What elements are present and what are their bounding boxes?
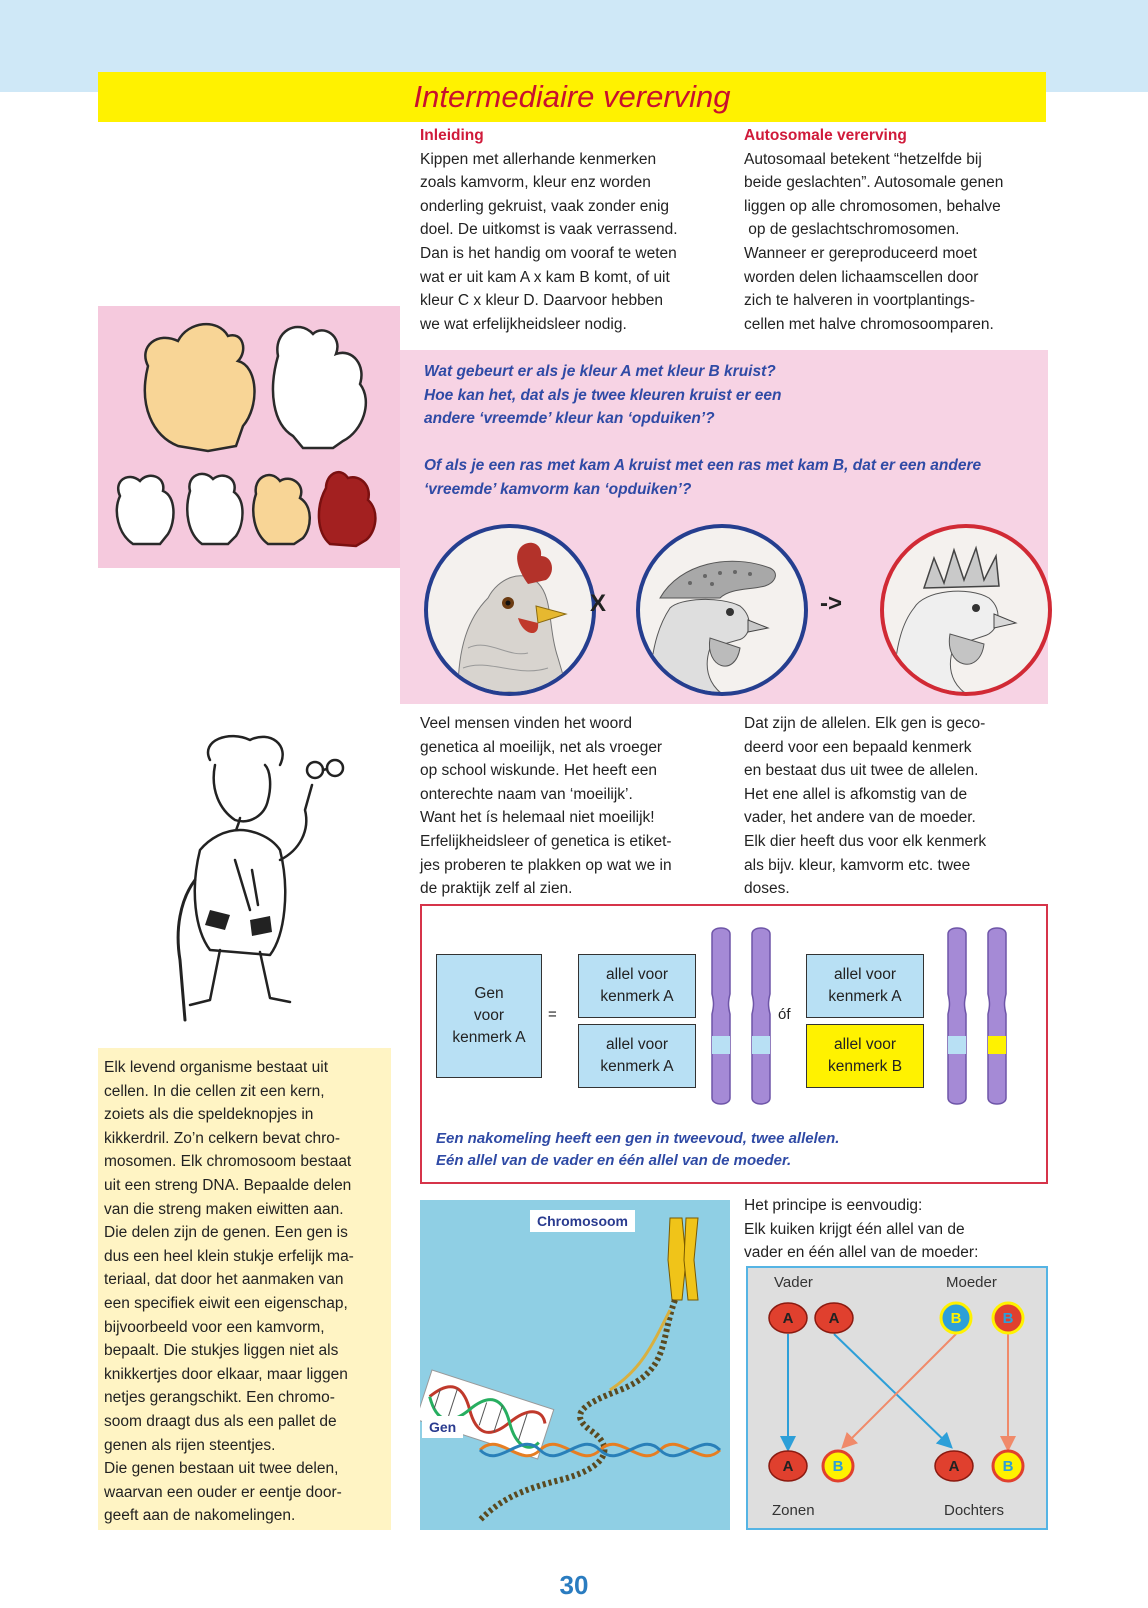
intro-line: we wat erfelijkheidsleer nodig. xyxy=(420,315,627,333)
cross-symbol: X xyxy=(590,590,607,617)
allele-a-daughter: A xyxy=(948,1458,960,1475)
intro-line: zoals kamvorm, kleur enz worden xyxy=(420,174,651,192)
allele-b-son: B xyxy=(832,1458,844,1475)
genetics-line: genetica al moeilijk, net als vroeger xyxy=(420,738,663,756)
autosomal-heading: Autosomale vererving xyxy=(744,127,907,144)
caption-line: Eén allel van de vader en één allel van de moeder. xyxy=(436,1152,792,1169)
intro-column xyxy=(420,124,730,336)
autosomal-line: cellen met halve chromosoomparen. xyxy=(744,315,994,333)
genetics-line: onterechte naam van ‘moeilijk’. xyxy=(420,785,633,803)
intro-line: Dan is het handig om vooraf te weten xyxy=(420,244,677,262)
alleles-line: Dat zijn de allelen. Elk gen is geco- xyxy=(744,715,986,732)
allele-b-daughter: B xyxy=(1002,1458,1014,1475)
intro-line: Kippen met allerhande kenmerken xyxy=(420,150,657,168)
mother-label: Moeder xyxy=(946,1274,997,1291)
caption-line: Een nakomeling heeft een gen in tweevoud, twee allelen. xyxy=(436,1130,840,1147)
autosomal-line: worden delen lichaamscellen door xyxy=(744,268,979,286)
allele-a-father-2: A xyxy=(828,1310,840,1327)
gene-box-line: voor xyxy=(473,1007,505,1024)
arrow-symbol: -> xyxy=(820,590,843,617)
question-line: ‘vreemde’ kamvorm kan ‘opduiken’? xyxy=(424,480,692,498)
chicken-silhouette xyxy=(319,472,375,546)
inheritance-diagram xyxy=(746,1266,1048,1530)
chicken-silhouette xyxy=(187,474,242,544)
genetics-line: Veel mensen vinden het woord xyxy=(420,715,632,732)
cell-line: Die genen bestaan uit twee delen, xyxy=(104,1460,339,1478)
allele-b-mother-1: B xyxy=(950,1310,962,1327)
cell-explanation-text xyxy=(104,1056,389,1528)
allele-box-line: kenmerk A xyxy=(600,988,674,1005)
hen-head-portrait xyxy=(424,524,596,696)
allele-a-box-top xyxy=(578,954,696,1018)
cell-line: bijvoorbeeld voor een kamvorm, xyxy=(104,1318,325,1336)
chicken-silhouette xyxy=(253,475,309,544)
chicken-silhouette xyxy=(117,476,174,544)
hen-head-illustration xyxy=(428,528,592,692)
chicken-silhouettes-illustration xyxy=(98,306,400,568)
equals-sign: = xyxy=(548,1006,557,1023)
cell-line: genen als rijen steentjes. xyxy=(104,1436,276,1454)
sons-label: Zonen xyxy=(772,1502,815,1519)
question-line: andere ‘vreemde’ kleur kan ‘opduiken’? xyxy=(424,410,715,428)
allele-box-line: allel voor xyxy=(833,1036,897,1053)
genetics-line: Erfelijkheidsleer of genetica is etiket- xyxy=(420,832,672,850)
autosomal-line: zich te halveren in voortplantings- xyxy=(744,292,975,310)
genetics-line: jes proberen te plakken op wat we in xyxy=(420,856,672,874)
question-block-1 xyxy=(424,360,1024,431)
alleles-line: als bijv. kleur, kamvorm etc. twee xyxy=(744,856,971,874)
allele-a-son: A xyxy=(782,1458,794,1475)
allele-box-line: allel voor xyxy=(605,1036,668,1053)
principle-line: Elk kuiken krijgt één allel van de xyxy=(744,1220,965,1238)
alleles-line: vader, het andere van de moeder. xyxy=(744,809,976,827)
page-title: Intermediaire vererving xyxy=(413,79,731,114)
cell-line: bepaalt. Die stukjes liggen niet als xyxy=(104,1342,339,1360)
intro-heading: Inleiding xyxy=(420,127,484,144)
autosomal-line: liggen op alle chromosomen, behalve xyxy=(744,197,1001,215)
principle-line: vader en één allel van de moeder: xyxy=(744,1244,979,1262)
gene-box xyxy=(436,954,542,1078)
cell-line: Die delen zijn de genen. Een gen is xyxy=(104,1224,348,1242)
daughters-label: Dochters xyxy=(944,1502,1005,1519)
cell-line: cellen. In die cellen zit een kern, xyxy=(104,1082,325,1100)
question-line: Hoe kan het, dat als je twee kleuren kruist er een xyxy=(424,386,782,404)
mendel-cartoon-illustration xyxy=(140,730,380,1030)
cell-line: van die streng maken eiwitten aan. xyxy=(104,1200,344,1218)
cell-line: dus een heel klein stukje erfelijk ma- xyxy=(104,1247,354,1265)
autosomal-line: Wanneer er gereproduceerd moet xyxy=(744,244,977,262)
principle-text xyxy=(744,1194,1054,1265)
allele-box-line: kenmerk A xyxy=(600,1058,674,1075)
inheritance-arrows xyxy=(748,1268,1046,1528)
alleles-line: en bestaat dus uit twee de allelen. xyxy=(744,762,979,780)
allele-box-line: allel voor xyxy=(833,966,896,983)
cell-line: kikkerdril. Zo’n celkern bevat chro- xyxy=(104,1129,341,1147)
allele-box-line: kenmerk A xyxy=(828,988,902,1005)
gene-diagram-caption xyxy=(436,1128,839,1172)
cell-line: netjes gerangschikt. Een chromo- xyxy=(104,1389,335,1407)
intro-line: wat er uit kam A x kam B komt, of uit xyxy=(420,268,670,286)
gene-allele-diagram xyxy=(420,904,1048,1184)
cell-explanation-box xyxy=(98,1048,391,1530)
intro-line: kleur C x kleur D. Daarvoor hebben xyxy=(420,292,663,310)
alleles-line: Elk dier heeft dus voor elk kenmerk xyxy=(744,832,987,850)
cell-line: Elk levend organisme bestaat uit xyxy=(104,1059,329,1076)
alleles-line: deerd voor een bepaald kenmerk xyxy=(744,738,972,756)
autosomal-line: beide geslachten”. Autosomale genen xyxy=(744,174,1004,192)
genetics-line: Want het ís helemaal niet moeilijk! xyxy=(420,809,655,827)
question-line: Wat gebeurt er als je kleur A met kleur B kruist? xyxy=(424,363,776,380)
or-label: óf xyxy=(778,1006,791,1023)
principle-line: Het principe is eenvoudig: xyxy=(744,1197,923,1214)
rooster-singlecomb-portrait xyxy=(880,524,1052,696)
question-line: Of als je een ras met kam A kruist met een ras met kam B, dat er een andere xyxy=(424,457,982,474)
cell-line: knikkertjes door elkaar, maar liggen xyxy=(104,1365,348,1383)
allele-b-mother-2: B xyxy=(1002,1310,1014,1327)
allele-a-box-alt xyxy=(806,954,924,1018)
dna-drawing xyxy=(420,1200,730,1530)
chromosome-pair-identical xyxy=(706,924,786,1108)
allele-a-box-bottom xyxy=(578,1024,696,1088)
rooster-singlecomb-illustration xyxy=(884,528,1048,692)
chicken-silhouette xyxy=(273,327,366,448)
cell-line: geeft aan de nakomelingen. xyxy=(104,1507,296,1525)
autosomal-line: Autosomaal betekent “hetzelfde bij xyxy=(744,150,982,168)
allele-b-box xyxy=(806,1024,924,1088)
cell-line: waarvan een ouder er eentje door- xyxy=(104,1483,342,1501)
rooster-rosecomb-portrait xyxy=(636,524,808,696)
chromosome-pair-different xyxy=(942,924,1022,1108)
intro-line: doel. De uitkomst is vaak verrassend. xyxy=(420,221,678,239)
cell-line: teriaal, dat door het aanmaken van xyxy=(104,1271,344,1289)
allele-box-line: kenmerk B xyxy=(827,1058,903,1075)
genetics-intro-column xyxy=(420,712,730,901)
alleles-column xyxy=(744,712,1054,901)
intro-line: onderling gekruist, vaak zonder enig xyxy=(420,197,670,215)
gene-box-line: Gen xyxy=(474,985,504,1002)
father-label: Vader xyxy=(774,1274,813,1291)
autosomal-column xyxy=(744,124,1054,336)
autosomal-line: op de geslachtschromosomen. xyxy=(744,221,960,239)
question-block-2 xyxy=(424,454,1044,501)
chromosome-label: Chromosoom xyxy=(530,1210,635,1232)
dna-chromosome-illustration xyxy=(420,1200,730,1530)
allele-a-father-1: A xyxy=(782,1310,794,1327)
title-bar xyxy=(98,72,1046,122)
cell-line: zoiets als die speldeknopjes in xyxy=(104,1106,314,1124)
cell-line: mosomen. Elk chromosoom bestaat xyxy=(104,1153,352,1171)
gene-box-line: kenmerk A xyxy=(452,1029,526,1046)
chicken-silhouettes-panel xyxy=(98,306,400,568)
cell-line: uit een streng DNA. Bepaalde delen xyxy=(104,1176,352,1194)
page-number: 30 xyxy=(559,1570,589,1600)
gene-label: Gen xyxy=(422,1416,463,1438)
alleles-line: doses. xyxy=(744,880,790,898)
allele-box-line: allel voor xyxy=(605,966,668,983)
rooster-rosecomb-illustration xyxy=(640,528,804,692)
genetics-line: de praktijk zelf al zien. xyxy=(420,880,573,898)
genetics-line: op school wiskunde. Het heeft een xyxy=(420,762,657,780)
chicken-silhouette xyxy=(145,324,255,451)
cell-line: een specifiek eiwit een eigenschap, xyxy=(104,1294,348,1312)
cell-line: soom draagt dus als een pallet de xyxy=(104,1412,337,1430)
alleles-line: Het ene allel is afkomstig van de xyxy=(744,785,968,803)
